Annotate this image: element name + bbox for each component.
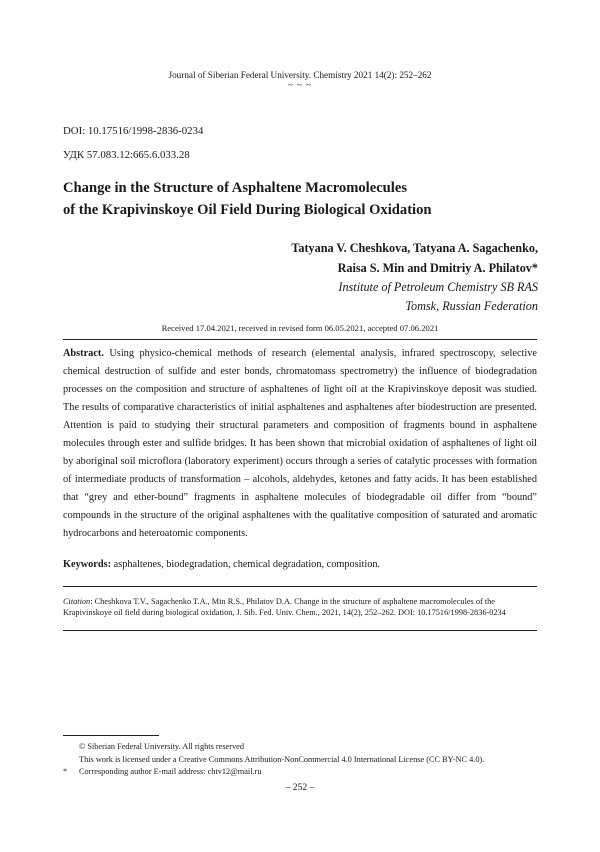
footnote-rule: [63, 735, 159, 736]
udk-code: УДК 57.083.12:665.6.033.28: [63, 149, 190, 161]
header-ornament: ~ ~ ~: [287, 80, 313, 90]
abstract: [63, 345, 537, 542]
authors: [78, 238, 538, 278]
citation-text: : Cheshkova T.V., Sagachenko T.A., Min R.S., Philatov D.A. Change in the structure of asphaltene macromolecules of the Krapivinskoye oil field during biological oxidation, J. Sib. Fed. Univ. Chem., 2021, 14(2), 252–262. DOI: 10.17516/1998-2836-0234: [63, 597, 506, 618]
affiliation: [78, 278, 538, 316]
corresponding-author: [63, 767, 262, 776]
affiliation-institute: Institute of Petroleum Chemistry SB RAS: [338, 280, 538, 294]
keywords: [63, 559, 537, 570]
abstract-text: Using physico-chemical methods of research (elemental analysis, infrared spectroscopy, selective chemical destruction of sulfide and ester bonds, chromatomass spectrometry) the influence of biodegradation processes on the composition and structure of asphaltenes of light oil at the Krapivinskoye deposit was studied. The results of comparative characteristics of initial asphaltenes and asphaltenes after biodestruction are presented. Attention is paid to studying their structural parameters and composition of fragments bound in asphaltene molecules through ester and sulfide bridges. It has been shown that microbial oxidation of asphaltenes of light oil by aboriginal soil microflora (laboratory experiment) occurs through a series of catalytic processes with formation of intermediate products of transformation – alcohols, aldehydes, ketones and fatty acids. It has been established that “grey and ether-bound” fragments in asphaltene molecules of biodegradable oil differ from “bound” compounds in the structure of the original asphaltenes with the qualitative composition of saturated and aromatic hydrocarbons and heteroatomic components.: [63, 348, 537, 539]
title-line-1: Change in the Structure of Asphaltene Macromolecules: [63, 180, 408, 196]
abstract-top-rule: [63, 339, 537, 340]
citation-label: Citation: [63, 597, 91, 606]
citation-top-rule: [63, 586, 537, 587]
received-dates: Received 17.04.2021, received in revised form 06.05.2021, accepted 07.06.2021: [161, 323, 439, 333]
citation: [63, 596, 537, 618]
citation-bottom-rule: [63, 630, 537, 631]
keywords-label: Keywords:: [63, 559, 112, 570]
keywords-text: asphaltenes, biodegradation, chemical degradation, composition.: [113, 559, 381, 570]
title-line-2: of the Krapivinskoye Oil Field During Biological Oxidation: [63, 202, 432, 218]
journal-header: Journal of Siberian Federal University. Chemistry 2021 14(2): 252–262: [168, 70, 432, 80]
page-number: – 252 –: [285, 782, 315, 793]
corresponding-email[interactable]: Corresponding author E-mail address: chtv12@mail.ru: [79, 767, 262, 776]
copyright-note: © Siberian Federal University. All rights reserved: [79, 742, 244, 751]
license-note: This work is licensed under a Creative Commons Attribution-NonCommercial 4.0 International License (CC BY-NC 4.0).: [79, 755, 485, 764]
abstract-label: Abstract.: [63, 348, 104, 359]
footnote-star: *: [63, 767, 68, 776]
affiliation-city: Tomsk, Russian Federation: [405, 299, 538, 313]
authors-line-1: Tatyana V. Cheshkova, Tatyana A. Sagachenko,: [291, 241, 538, 255]
authors-line-2: Raisa S. Min and Dmitriy A. Philatov*: [337, 261, 538, 275]
doi[interactable]: DOI: 10.17516/1998-2836-0234: [63, 125, 204, 137]
article-title: [63, 177, 543, 221]
